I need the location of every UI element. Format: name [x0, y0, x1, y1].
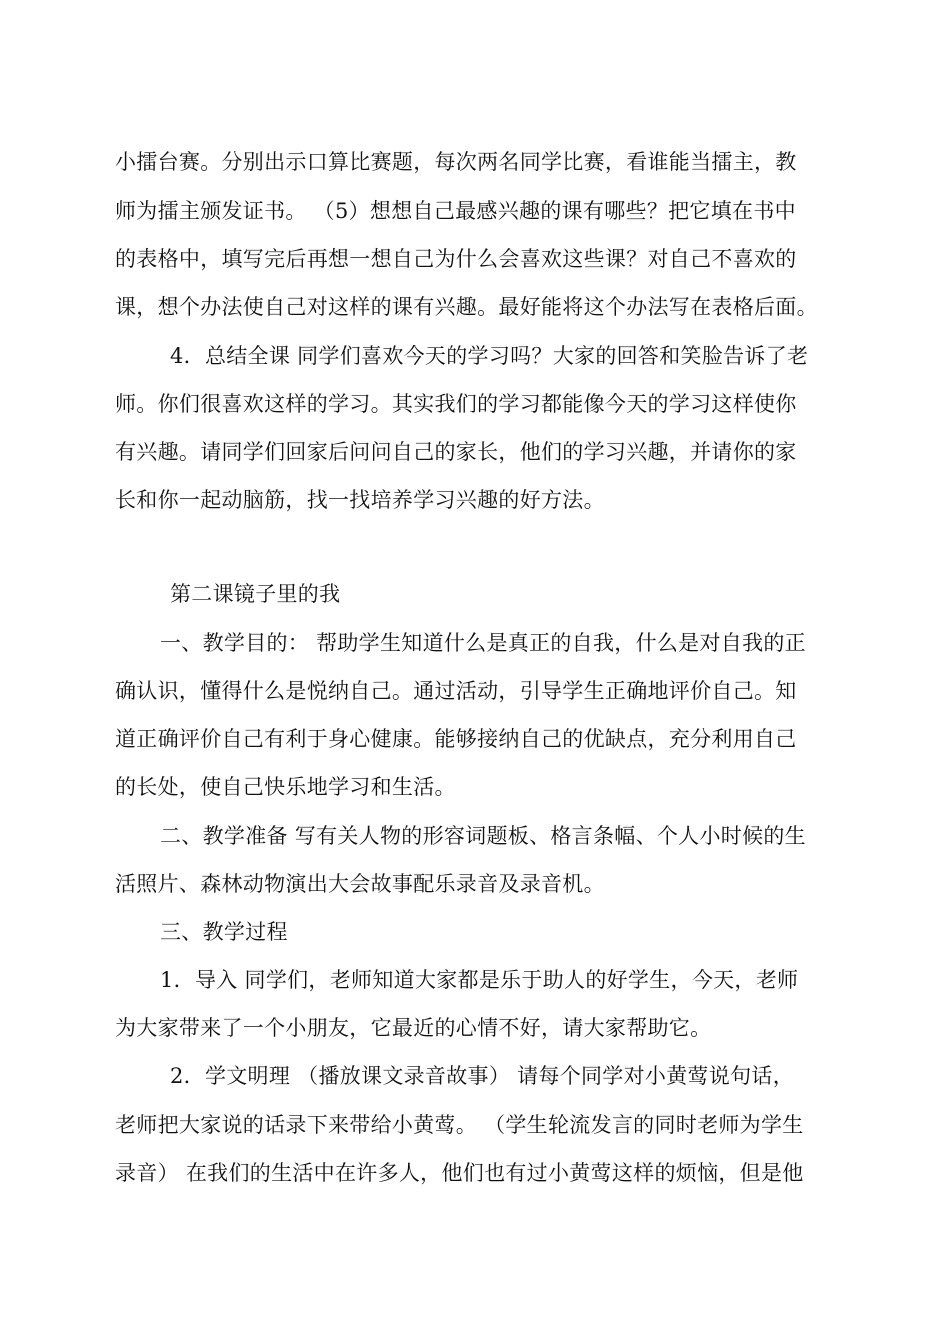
text-line: 道正确评价自己有利于身心健康。能够接纳自己的优缺点，充分利用自己 [115, 727, 797, 751]
text-line: 三、教学过程 [160, 920, 288, 944]
text-line: 有兴趣。请同学们回家后问问自己的家长，他们的学习兴趣，并请你的家 [115, 440, 797, 464]
text-line: 课，想个办法使自己对这样的课有兴趣。最好能将这个办法写在表格后面。 [115, 295, 818, 319]
text-line: 的长处，使自己快乐地学习和生活。 [115, 775, 456, 799]
text-line: 二、教学准备 写有关人物的形容词题板、格言条幅、个人小时候的生 [160, 824, 806, 848]
text-line: 一、教学目的： 帮助学生知道什么是真正的自我，什么是对自我的正 [160, 631, 806, 655]
text-line: 长和你一起动脑筋，找一找培养学习兴趣的好方法。 [115, 488, 605, 512]
text-line: 的表格中，填写完后再想一想自己为什么会喜欢这些课？对自己不喜欢的 [115, 247, 797, 271]
text-line: 活照片、森林动物演出大会故事配乐录音及录音机。 [115, 872, 605, 896]
text-line: 师。你们很喜欢这样的学习。其实我们的学习都能像今天的学习这样使你 [115, 392, 797, 416]
text-line: 确认识，懂得什么是悦纳自己。通过活动，引导学生正确地评价自己。知 [115, 679, 797, 703]
section-title: 第二课镜子里的我 [170, 582, 341, 606]
text-line: 师为擂主颁发证书。 （5）想想自己最感兴趣的课有哪些？把它填在书中 [115, 199, 796, 223]
text-line: 4．总结全课 同学们喜欢今天的学习吗？大家的回答和笑脸告诉了老 [170, 344, 809, 368]
text-line: 录音） 在我们的生活中在许多人，他们也有过小黄莺这样的烦恼，但是他 [115, 1161, 804, 1185]
text-line: 小擂台赛。分别出示口算比赛题，每次两名同学比赛，看谁能当擂主，教 [115, 150, 797, 174]
text-line: 老师把大家说的话录下来带给小黄莺。 （学生轮流发言的同时老师为学生 [115, 1113, 804, 1137]
text-line: 2．学文明理 （播放课文录音故事） 请每个同学对小黄莺说句话， [170, 1064, 795, 1088]
text-line: 1．导入 同学们，老师知道大家都是乐于助人的好学生，今天，老师 [160, 968, 799, 992]
text-line: 为大家带来了一个小朋友，它最近的心情不好，请大家帮助它。 [115, 1016, 712, 1040]
